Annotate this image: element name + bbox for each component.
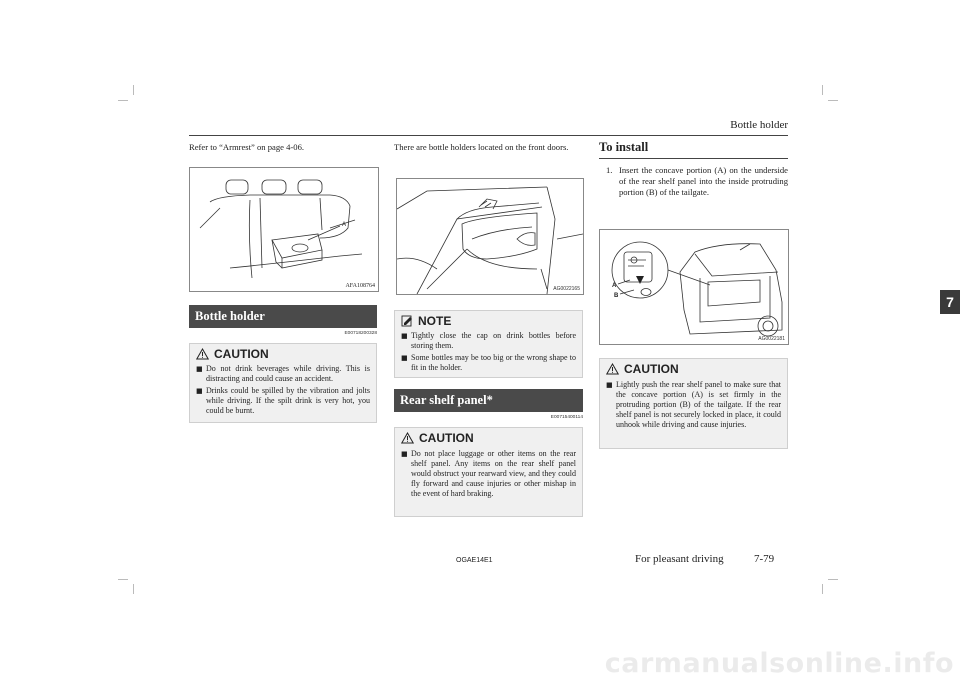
square-bullet-icon: ■ [196,387,203,395]
figure-code: AG0022165 [553,286,580,292]
tailgate-install-illustration [600,230,788,344]
note-bullet [401,331,576,351]
note-text: Tightly close the cap on drink bottles before storing them. [411,331,576,350]
note-header [401,313,451,329]
note-box [394,310,583,378]
chapter-name: For pleasant driving [635,553,724,565]
caution-box [189,343,377,423]
caution-box [394,427,583,517]
rear-shelf-panel-heading [394,389,583,412]
section-title: Bottle holder [195,309,265,323]
caution-bullet [196,386,370,416]
figure-code: AG0022181 [758,336,785,342]
to-install-heading: To install [599,140,649,154]
caution-text: Do not place luggage or other items on the rear shelf panel. Any items on the rear shelf panel would obstruct your rearward view, and they could fly forward and cause injuries or other mishap in the event of hard braking. [411,449,576,498]
tailgate-figure [599,229,789,345]
running-title: Bottle holder [730,119,788,131]
crop-mark [828,100,838,101]
crop-mark [822,85,823,95]
caution-text: Drinks could be spilled by the vibration and jolts while driving. If the spilt drink is very hot, you could be burnt. [206,386,370,415]
crop-mark [133,584,134,594]
rear-seat-armrest-illustration [190,168,378,291]
caution-header [606,361,679,377]
square-bullet-icon: ■ [401,450,408,458]
caution-bullet [606,380,781,430]
armrest-figure [189,167,379,292]
document-code: OGAE14E1 [456,557,493,564]
pencil-note-icon [401,315,413,327]
note-text: Some bottles may be too big or the wrong shape to fit in the holder. [411,353,576,372]
chapter-tab: 7 [940,290,960,314]
note-title: NOTE [418,314,452,328]
square-bullet-icon: ■ [196,365,203,373]
crop-mark [133,85,134,95]
figure-callout-b: B [614,293,619,299]
caution-box [599,358,788,449]
to-install-rule [599,158,788,159]
watermark [605,648,954,679]
figure-callout-a: A [342,222,347,228]
warning-triangle-icon [401,432,414,444]
square-bullet-icon: ■ [401,332,408,340]
crop-mark [118,579,128,580]
section-title: Rear shelf panel* [400,393,493,407]
install-step [606,165,788,198]
caution-title: CAUTION [214,347,269,361]
door-bottle-holder-figure [396,178,584,295]
crop-mark [828,579,838,580]
header-rule [189,135,788,136]
section-code: E00715400114 [550,415,583,420]
caution-title: CAUTION [419,431,474,445]
front-door-illustration [397,179,583,294]
note-bullet [401,353,576,373]
square-bullet-icon: ■ [401,354,408,362]
square-bullet-icon: ■ [606,381,613,389]
caution-bullet [196,364,370,384]
crop-mark [822,584,823,594]
bottle-holder-heading [189,305,377,328]
warning-triangle-icon [606,363,619,375]
caution-text: Do not drink beverages while driving. This is distracting and could cause an accident. [206,364,370,383]
watermark-text: carmanualsonline.info [604,648,954,679]
crop-mark [118,100,128,101]
figure-code: AFA108764 [345,283,375,289]
armrest-reference: Refer to “Armrest” on page 4-06. [189,142,305,152]
bottle-holder-intro: There are bottle holders located on the front doors. [394,142,569,152]
step-text: Insert the concave portion (A) on the underside of the rear shelf panel into the inside protruding portion (B) of the tailgate. [619,165,788,197]
caution-bullet [401,449,576,499]
caution-header [196,346,269,362]
page-number: 7-79 [754,553,775,565]
section-code: E00718200328 [344,331,377,336]
step-number: 1. [606,165,613,175]
caution-header [401,430,474,446]
figure-callout-a: A [612,283,617,289]
caution-title: CAUTION [624,362,679,376]
caution-text: Lightly push the rear shelf panel to make sure that the concave portion (A) is set firmly in the protruding portion (B) of the tailgate. If the rear shelf panel is not securely locked in place, it could unhook while driving and cause injuries. [616,380,781,429]
warning-triangle-icon [196,348,209,360]
